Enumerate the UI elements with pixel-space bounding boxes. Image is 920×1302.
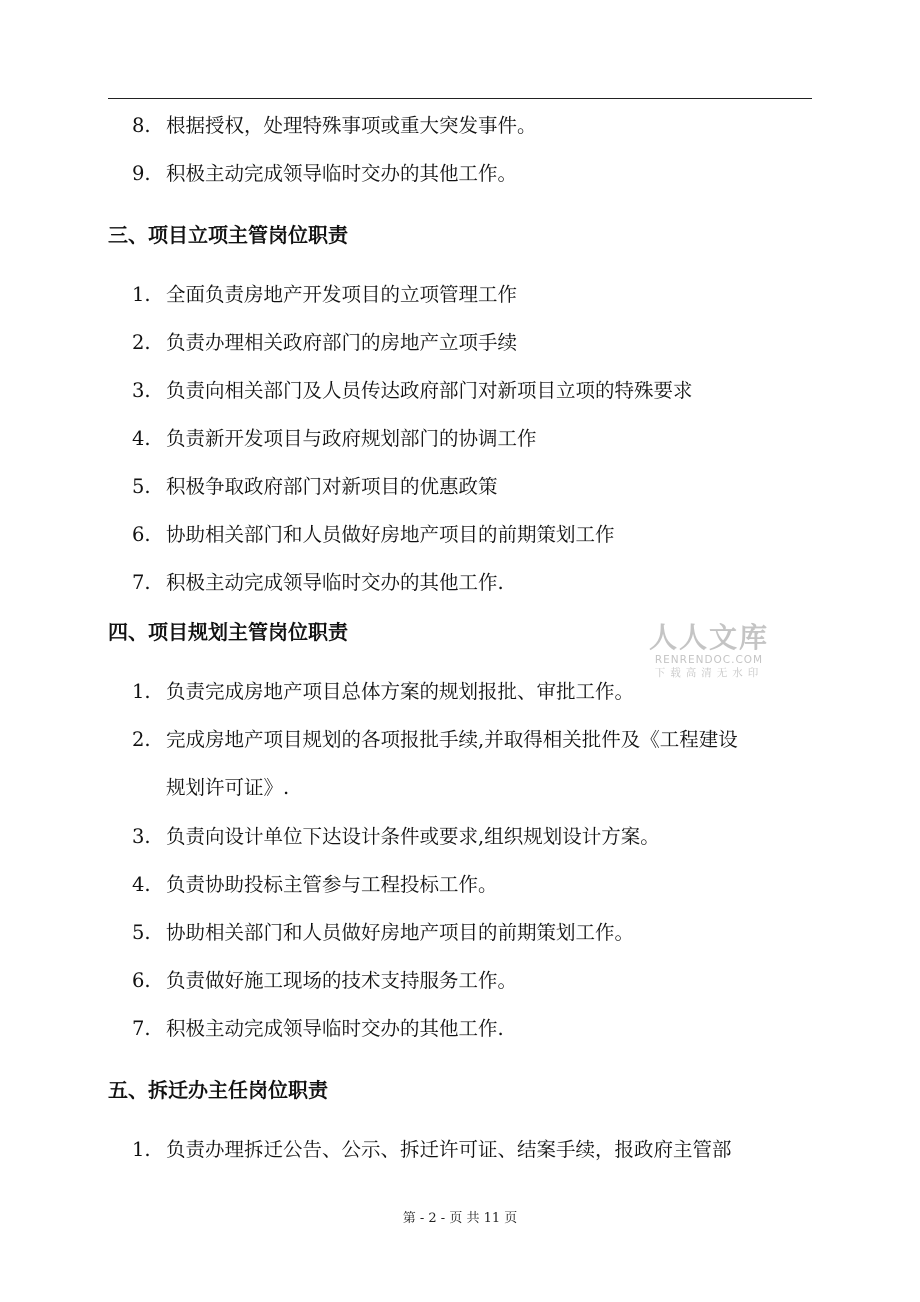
item-number: 6. (132, 523, 151, 546)
item-number: 7. (132, 1017, 151, 1040)
item-text: 完成房地产项目规划的各项报批手续,并取得相关批件及《工程建设 (166, 728, 738, 751)
section-heading: 四、项目规划主管岗位职责 (108, 620, 348, 644)
item-text: 积极主动完成领导临时交办的其他工作。 (166, 162, 518, 185)
item-number: 4. (132, 427, 151, 450)
watermark (642, 622, 776, 680)
item-number: 5. (132, 921, 151, 944)
item-number: 6. (132, 969, 151, 992)
item-number: 2. (132, 331, 151, 354)
item-text: 负责向设计单位下达设计条件或要求,组织规划设计方案。 (166, 825, 660, 848)
item-number: 3. (132, 379, 151, 402)
item-number: 4. (132, 873, 151, 896)
item-number: 7. (132, 571, 151, 594)
page-footer: 第 - 2 - 页 共 11 页 (402, 1211, 518, 1226)
item-text: 负责新开发项目与政府规划部门的协调工作 (166, 427, 537, 450)
item-text: 积极主动完成领导临时交办的其他工作. (166, 571, 504, 594)
item-text-continuation: 规划许可证》. (166, 776, 290, 799)
item-number: 3. (132, 825, 151, 848)
item-text: 根据授权，处理特殊事项或重大突发事件。 (166, 114, 537, 137)
item-number: 2. (132, 728, 151, 751)
section-heading: 五、拆迁办主任岗位职责 (108, 1078, 328, 1102)
item-text: 负责做好施工现场的技术支持服务工作。 (166, 969, 518, 992)
item-number: 1. (132, 1138, 151, 1161)
watermark-slogan: 下载高清无水印 (654, 667, 764, 679)
item-number: 9. (132, 162, 151, 185)
item-text: 负责向相关部门及人员传达政府部门对新项目立项的特殊要求 (166, 379, 693, 402)
item-number: 1. (132, 680, 151, 703)
item-text: 积极争取政府部门对新项目的优惠政策 (166, 475, 498, 498)
item-text: 负责协助投标主管参与工程投标工作。 (166, 873, 498, 896)
watermark-title: 人人文库 (648, 621, 769, 654)
item-text: 协助相关部门和人员做好房地产项目的前期策划工作 (166, 523, 615, 546)
item-number: 5. (132, 475, 151, 498)
item-text: 负责办理相关政府部门的房地产立项手续 (166, 331, 518, 354)
item-text: 负责办理拆迁公告、公示、拆迁许可证、结案手续，报政府主管部 (166, 1138, 732, 1161)
watermark-url: RENRENDOC.COM (654, 654, 764, 666)
item-text: 负责完成房地产项目总体方案的规划报批、审批工作。 (166, 680, 635, 703)
item-number: 8. (132, 114, 151, 137)
item-text: 全面负责房地产开发项目的立项管理工作 (166, 283, 518, 306)
item-text: 积极主动完成领导临时交办的其他工作. (166, 1017, 504, 1040)
header-rule (108, 98, 812, 99)
item-text: 协助相关部门和人员做好房地产项目的前期策划工作。 (166, 921, 635, 944)
section-heading: 三、项目立项主管岗位职责 (108, 223, 348, 247)
item-number: 1. (132, 283, 151, 306)
